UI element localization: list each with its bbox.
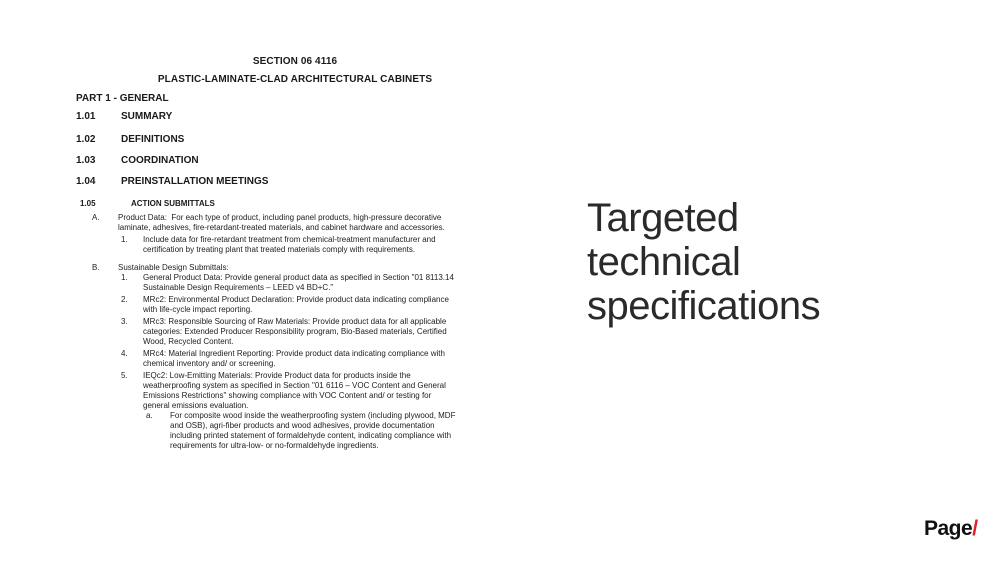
part-heading: PART 1 - GENERAL: [76, 93, 169, 104]
item-title: DEFINITIONS: [121, 134, 185, 145]
paragraph-line: For composite wood inside the weatherproofing system (including plywood, MDF: [170, 411, 456, 420]
item-number: 1.02: [76, 134, 96, 145]
item-title: SUMMARY: [121, 111, 173, 122]
paragraph-line: General Product Data: Provide general product data as specified in Section "01 8113.14: [143, 273, 454, 282]
paragraph-line: MRc4: Material Ingredient Reporting: Provide product data indicating compliance with: [143, 349, 445, 358]
page-logo: [924, 517, 978, 541]
paragraph-line: Sustainable Design Requirements – LEED v4 BD+C.": [143, 283, 334, 292]
paragraph-line: weatherproofing system as specified in Section "01 6116 – VOC Content and General: [143, 381, 446, 390]
paragraph-line: Product Data: For each type of product, including panel products, high-pressure decorative: [118, 213, 442, 222]
item-marker: 4.: [121, 349, 128, 358]
item-marker: a.: [146, 411, 153, 420]
item-marker: 3.: [121, 317, 128, 326]
logo-text: Page: [924, 517, 973, 540]
section-number: SECTION 06 4116: [252, 56, 338, 67]
tagline-line: technical: [587, 240, 741, 284]
item-marker: 1.: [121, 235, 128, 244]
tagline-line: specifications: [587, 284, 821, 328]
paragraph-line: Wood, Recycled Content.: [143, 337, 234, 346]
tagline-line: Targeted: [587, 196, 739, 240]
logo-slash: /: [972, 517, 978, 540]
section-title: PLASTIC-LAMINATE-CLAD ARCHITECTURAL CABINETS: [157, 74, 433, 85]
paragraph-line: chemical inventory and/ or screening.: [143, 359, 276, 368]
item-marker: B.: [92, 263, 100, 272]
item-title: PREINSTALLATION MEETINGS: [121, 176, 269, 187]
paragraph-line: laminate, adhesives, fire-retardant-treated materials, and cabinet hardware and accessories.: [118, 223, 445, 232]
paragraph-line: certification by treating plant that treated materials comply with requirements.: [143, 245, 416, 254]
item-number: 1.03: [76, 155, 96, 166]
paragraph-line: and OSB), agri-fiber products and wood adhesives, provide documentation: [170, 421, 435, 430]
item-marker: A.: [92, 213, 100, 222]
paragraph-line: Sustainable Design Submittals:: [118, 263, 229, 272]
submittals-title: ACTION SUBMITTALS: [131, 199, 215, 208]
paragraph-line: Include data for fire-retardant treatment from chemical-treatment manufacturer and: [143, 235, 436, 244]
paragraph-line: MRc3: Responsible Sourcing of Raw Materials: Provide product data for all applicable: [143, 317, 447, 326]
item-number: 1.01: [76, 111, 96, 122]
slide-tagline: [587, 196, 820, 328]
paragraph-line: MRc2: Environmental Product Declaration: Provide product data indicating compliance: [143, 295, 449, 304]
paragraph-line: categories: Extended Producer Responsibility program, Bio-Based materials, Certified: [143, 327, 447, 336]
paragraph-line: with life-cycle impact reporting.: [143, 305, 253, 314]
item-title: COORDINATION: [121, 155, 199, 166]
item-marker: 5.: [121, 371, 128, 380]
paragraph-line: requirements for ultra-low- or no-formaldehyde ingredients.: [170, 441, 379, 450]
item-marker: 1.: [121, 273, 128, 282]
paragraph-line: general emissions evaluation.: [143, 401, 249, 410]
item-number: 1.04: [76, 176, 96, 187]
submittals-number: 1.05: [80, 199, 96, 208]
paragraph-line: IEQc2: Low-Emitting Materials: Provide Product data for products inside the: [143, 371, 411, 380]
item-marker: 2.: [121, 295, 128, 304]
paragraph-line: Emissions Restrictions" showing compliance with VOC Content and/ or testing for: [143, 391, 432, 400]
paragraph-line: including printed statement of formaldehyde content, indicating compliance with: [170, 431, 452, 440]
spec-document-excerpt: [0, 0, 540, 470]
